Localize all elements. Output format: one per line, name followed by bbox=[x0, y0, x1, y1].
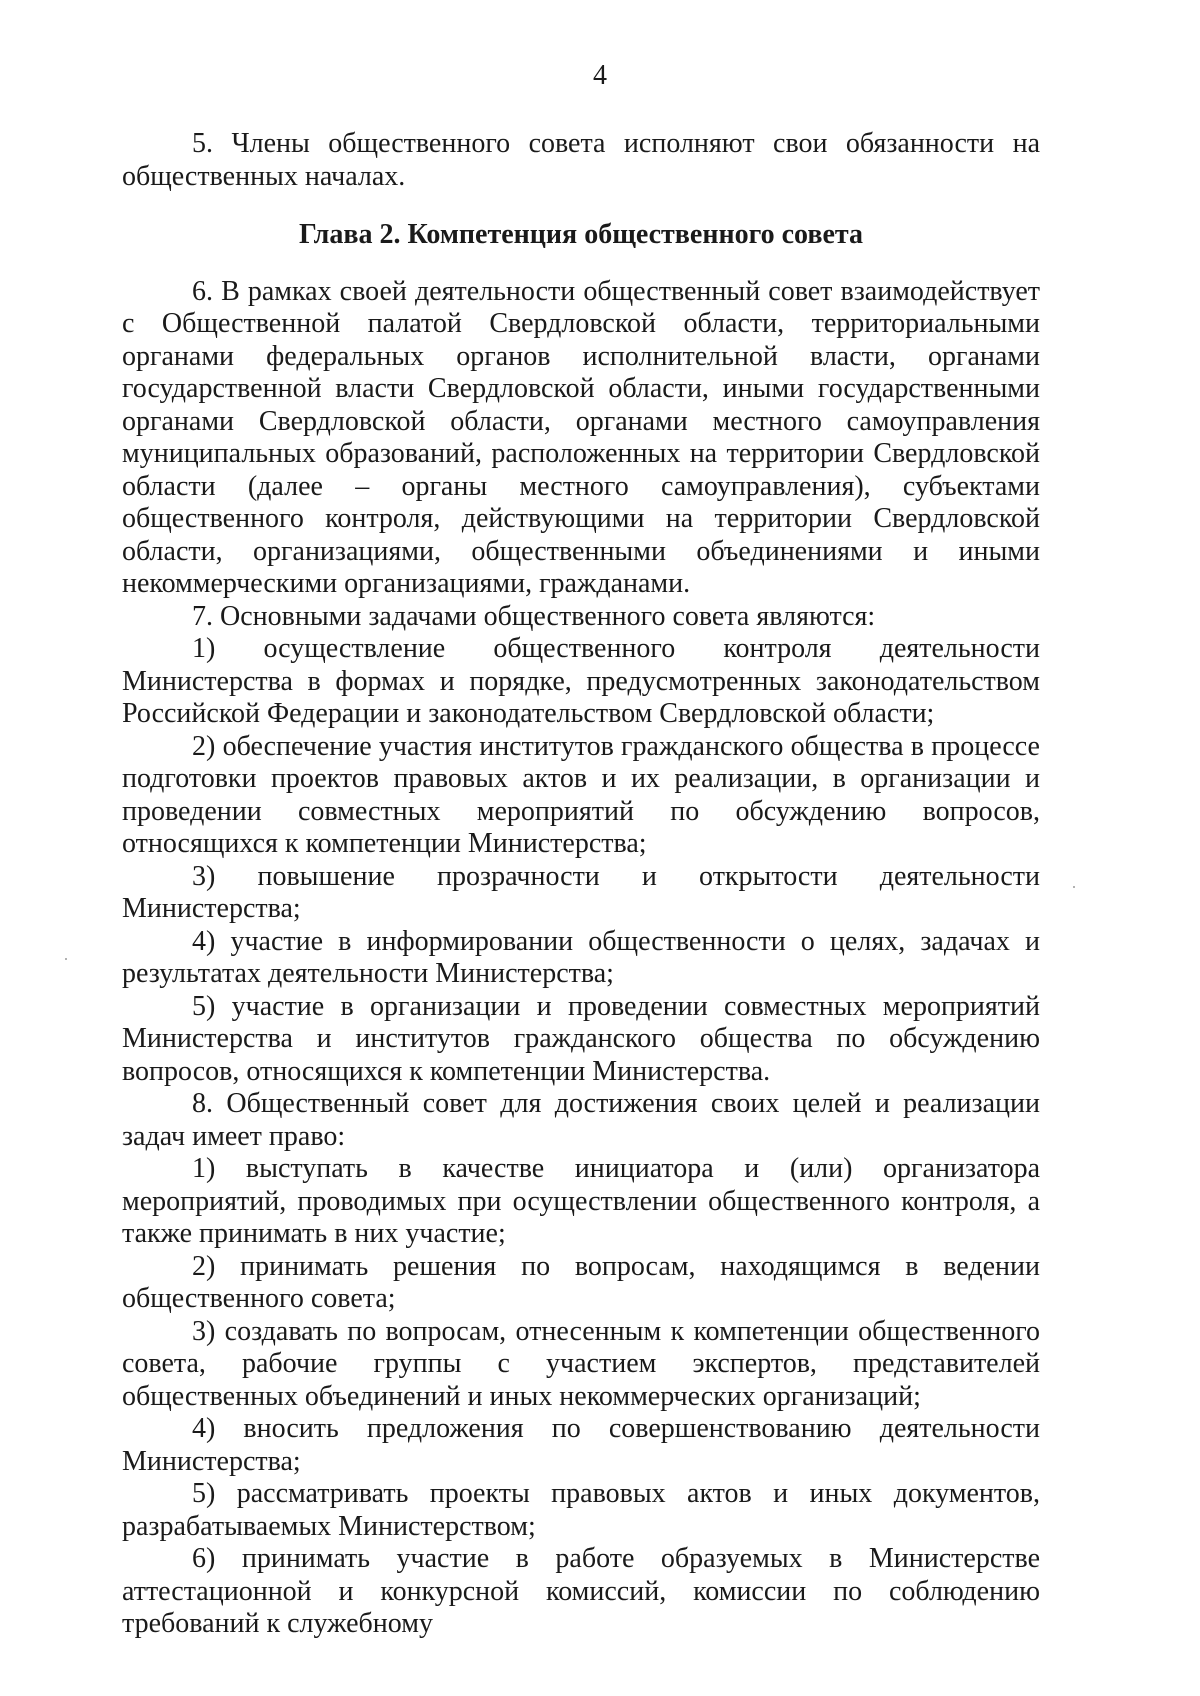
list-item-7-2: 2) обеспечение участия институтов гражданского общества в процессе подготовки проектов правовых актов и их реализации, в организации и проведении совместных мероприятий по обсуждению вопросов, относящихся к компетенции Министерства; bbox=[122, 730, 1040, 859]
list-item-8-1: 1) выступать в качестве инициатора и (или) организатора мероприятий, проводимых при осуществлении общественного контроля, а также принимать в них участие; bbox=[122, 1153, 1040, 1249]
document-body bbox=[122, 128, 1040, 1641]
list-item-8-4: 4) вносить предложения по совершенствованию деятельности Министерства; bbox=[122, 1413, 1040, 1477]
paragraph-6: 6. В рамках своей деятельности общественный совет взаимодействует с Общественной палатой Свердловской области, территориальными органами федеральных органов исполнительной власти, органами государственной власти Свердловской области, иными государственными органами Свердловской области, органами местного самоуправления муниципальных образований, расположенных на территории Свердловской области (далее – органы местного самоуправления), субъектами общественного контроля, действующими на территории Свердловской области, организациями, общественными объединениями и иными некоммерческими организациями, гражданами. bbox=[122, 275, 1040, 599]
scan-speck bbox=[65, 958, 67, 960]
list-item-8-5: 5) рассматривать проекты правовых актов и иных документов, разрабатываемых Министерством; bbox=[122, 1478, 1040, 1542]
list-item-8-6: 6) принимать участие в работе образуемых в Министерстве аттестационной и конкурсной комиссий, комиссии по соблюдению требований к служебному bbox=[122, 1543, 1040, 1639]
paragraph-7: 7. Основными задачами общественного совета являются: bbox=[192, 600, 876, 632]
paragraph-5: 5. Члены общественного совета исполняют свои обязанности на общественных началах. bbox=[122, 128, 1040, 192]
paragraph-8: 8. Общественный совет для достижения своих целей и реализации задач имеет право: bbox=[122, 1088, 1040, 1152]
list-item-7-1: 1) осуществление общественного контроля деятельности Министерства в формах и порядке, предусмотренных законодательством Российской Федерации и законодательством Свердловской области; bbox=[122, 633, 1040, 729]
scan-speck bbox=[1073, 886, 1075, 888]
page-number: 4 bbox=[593, 60, 607, 91]
list-item-7-3: 3) повышение прозрачности и открытости деятельности Министерства; bbox=[122, 860, 1040, 924]
chapter-heading: Глава 2. Компетенция общественного совета bbox=[298, 219, 864, 250]
list-item-8-2: 2) принимать решения по вопросам, находящимся в ведении общественного совета; bbox=[122, 1250, 1040, 1314]
list-item-7-4: 4) участие в информировании общественности о целях, задачах и результатах деятельности Министерства; bbox=[122, 925, 1040, 989]
list-item-8-3: 3) создавать по вопросам, отнесенным к компетенции общественного совета, рабочие группы с участием экспертов, представителей общественных объединений и иных некоммерческих организаций; bbox=[122, 1315, 1040, 1412]
list-item-7-5: 5) участие в организации и проведении совместных мероприятий Министерства и институтов гражданского общества по обсуждению вопросов, относящихся к компетенции Министерства. bbox=[122, 990, 1040, 1087]
